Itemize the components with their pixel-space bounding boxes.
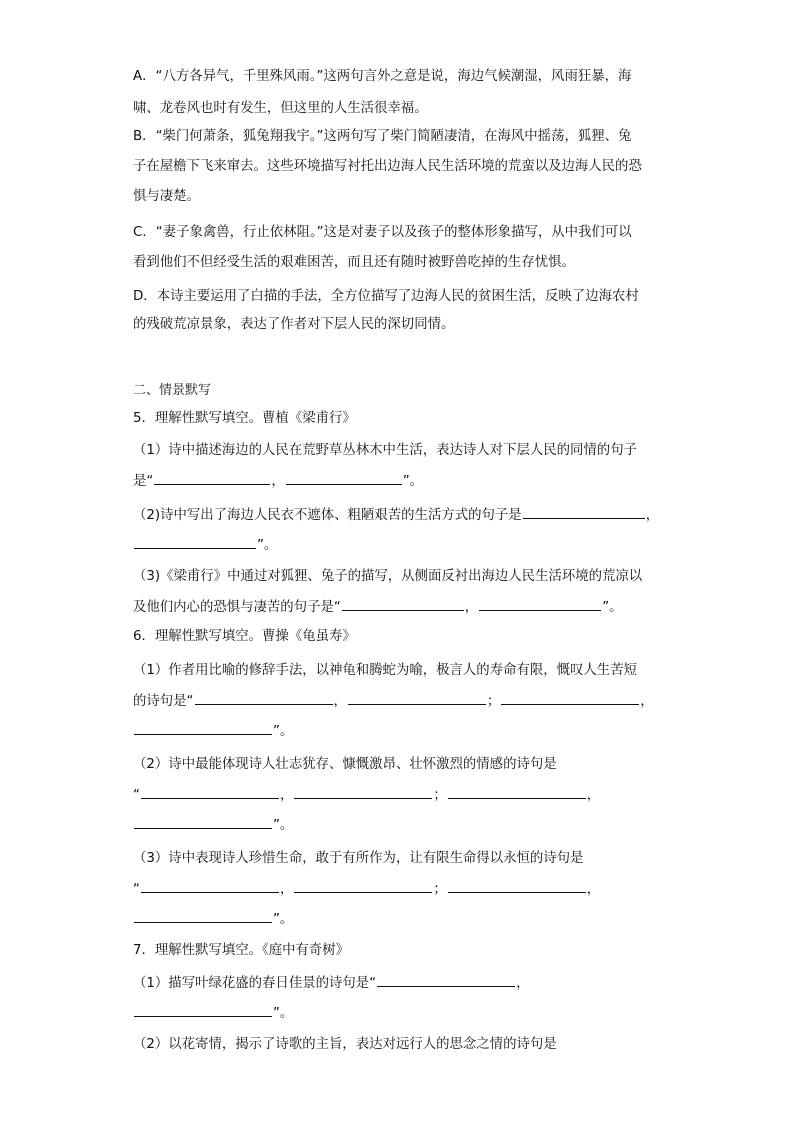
answer-blank[interactable] (134, 816, 272, 829)
answer-blank[interactable] (294, 880, 432, 893)
q6-part3-line-3: ”。 (133, 910, 673, 929)
q5-part1-line-2: 是“ ， ”。 (133, 474, 424, 489)
answer-blank[interactable] (195, 692, 333, 705)
section-2-heading: 二、情景默写 (133, 383, 212, 398)
q6-part2-line-2: “ ， ； ， (133, 788, 601, 803)
option-c-line-2: 看到他们不但经受生活的艰难困苦，而且还有随时被野兽吃掉的生存忧惧。 (133, 255, 575, 270)
answer-blank[interactable] (141, 786, 279, 799)
option-a-line-2: 啸、龙卷风也时有发生，但这里的人生活很幸福。 (133, 101, 428, 116)
q7-part1-line-2: ”。 (133, 1004, 673, 1023)
answer-blank[interactable] (134, 910, 272, 923)
q7-part1-line-1: （1）描写叶绿花盛的春日佳景的诗句是“ ， (133, 976, 530, 991)
q5-part2-line-1: （2)诗中写出了海边人民衣不遮体、粗陋艰苦的生活方式的句子是 ， (133, 508, 660, 523)
answer-blank[interactable] (141, 880, 279, 893)
option-d-line-2: 的残破荒凉景象，表达了作者对下层人民的深切同情。 (133, 317, 455, 332)
answer-blank[interactable] (154, 472, 270, 485)
answer-blank[interactable] (523, 506, 645, 519)
answer-blank[interactable] (377, 974, 515, 987)
q6-part3-line-1: （3）诗中表现诗人珍惜生命，敢于有所作为，让有限生命得以永恒的诗句是 (133, 851, 584, 866)
option-b-line-1: B．“柴门何萧条，狐兔翔我宇。”这两句写了柴门简陋凄清，在海风中摇荡，狐狸、兔 (133, 129, 632, 144)
answer-blank[interactable] (501, 692, 639, 705)
answer-blank[interactable] (348, 692, 486, 705)
answer-blank[interactable] (134, 536, 256, 549)
q6-part1-line-3: ”。 (133, 722, 673, 741)
option-b-line-3: 惧与凄楚。 (133, 189, 200, 204)
q5-part3-line-1: （3)《梁甫行》中通过对狐狸、兔子的描写，从侧面反衬出海边人民生活环境的荒凉以 (133, 569, 643, 584)
answer-blank[interactable] (294, 786, 432, 799)
q6-title: 6．理解性默写填空。曹操《龟虽寿》 (133, 629, 356, 644)
answer-blank[interactable] (479, 598, 601, 611)
q6-part3-line-2: “ ， ； ， (133, 882, 601, 897)
option-d-line-1: D．本诗主要运用了白描的手法，全方位描写了边海人民的贫困生活，反映了边海农村 (133, 289, 639, 304)
answer-blank[interactable] (134, 1004, 272, 1017)
q5-title: 5．理解性默写填空。曹植《梁甫行》 (133, 411, 356, 426)
q6-part1-line-2: 的诗句是“ ， ； ， (133, 694, 654, 709)
answer-blank[interactable] (286, 472, 402, 485)
q6-part1-line-1: （1）作者用比喻的修辞手法，以神龟和腾蛇为喻，极言人的寿命有限，慨叹人生苦短 (133, 663, 637, 678)
option-c-line-1: C．“妻子象禽兽，行止依林阻。”这是对妻子以及孩子的整体形象描写，从中我们可以 (133, 225, 632, 240)
q7-part2-line-1: （2）以花寄情，揭示了诗歌的主旨，表达对远行人的思念之情的诗句是 (133, 1037, 557, 1052)
option-a-line-1: A．“八方各异气，千里殊风雨。”这两句言外之意是说，海边气候潮湿，风雨狂暴，海 (133, 69, 632, 84)
q5-part3-line-2: 及他们内心的恐惧与凄苦的句子是“ ， ”。 (133, 600, 623, 615)
q6-part2-line-3: ”。 (133, 816, 673, 835)
q6-part2-line-1: （2）诗中最能体现诗人壮志犹存、慷慨激昂、壮怀激烈的情感的诗句是 (133, 757, 557, 772)
q7-title: 7．理解性默写填空。《庭中有奇树》 (133, 943, 350, 958)
answer-blank[interactable] (134, 722, 272, 735)
q5-part1-line-1: （1）诗中描述海边的人民在荒野草丛林木中生活，表达诗人对下层人民的同情的句子 (133, 443, 637, 458)
answer-blank[interactable] (448, 880, 586, 893)
answer-blank[interactable] (342, 598, 464, 611)
answer-blank[interactable] (448, 786, 586, 799)
option-b-line-2: 子在屋檐下飞来窜去。这些环境描写衬托出边海人民生活环境的荒蛮以及边海人民的恐 (133, 159, 642, 174)
q5-part2-line-2: ”。 (133, 536, 673, 555)
